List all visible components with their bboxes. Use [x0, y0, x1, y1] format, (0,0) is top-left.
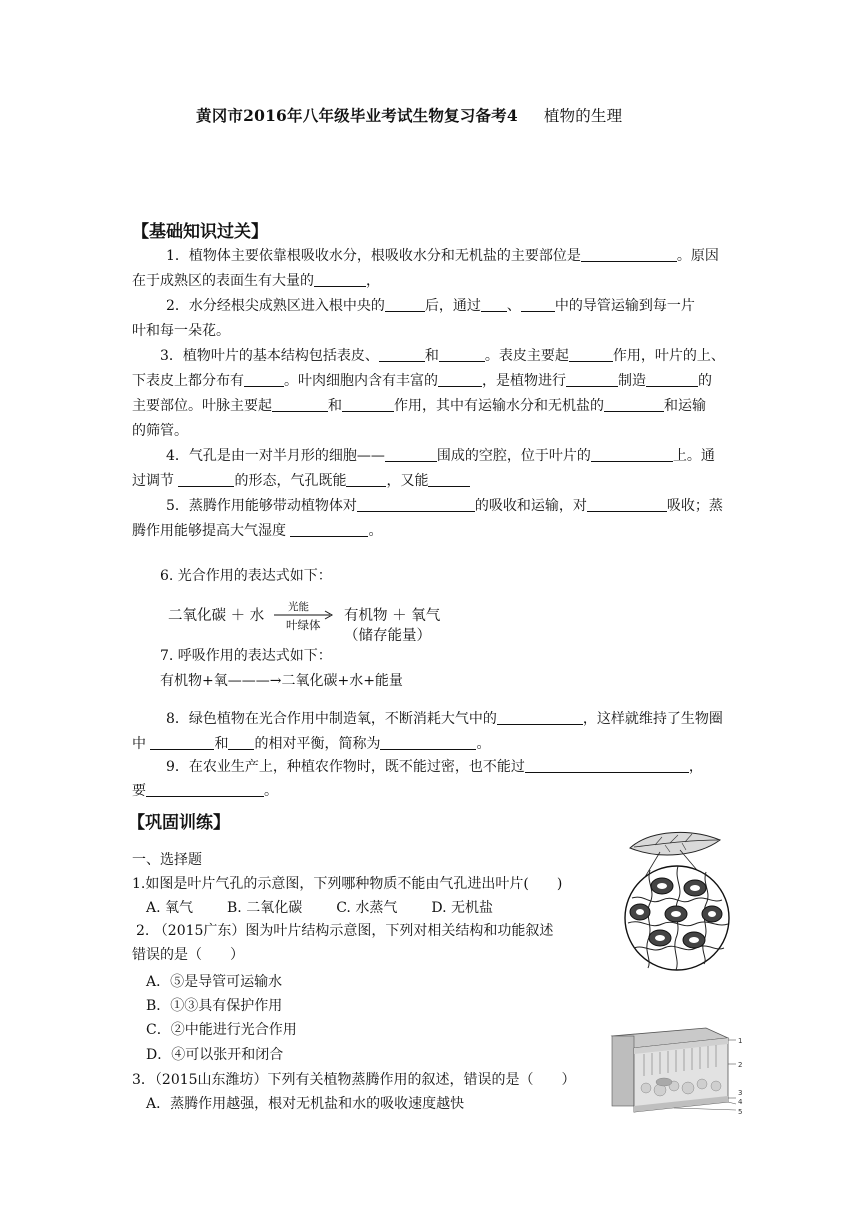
stomata-diagram-figure — [620, 828, 732, 976]
c2-option-b: B．①③具有保护作用 — [146, 998, 283, 1014]
c3-question: 3．（2015山东潍坊）下列有关植物蒸腾作用的叙述，错误的是（ ） — [132, 1072, 576, 1088]
q2-line1: 2．水分经根尖成熟区进入根中央的 后，通过 、 中的导管运输到每一片 — [166, 298, 695, 314]
section-basic-heading: 【基础知识过关】 — [132, 222, 268, 242]
q8-line1: 8．绿色植物在光合作用中制造氧，不断消耗大气中的 ，这样就维持了生物圈 — [166, 711, 723, 727]
figure-label-4: 4 — [738, 1098, 743, 1106]
c1-option-d: D. 无机盐 — [431, 900, 493, 916]
figure-label-2: 2 — [738, 1061, 743, 1069]
q5-line2: 腾作用能够提高大气湿度 。 — [132, 523, 383, 539]
page-title — [196, 104, 622, 126]
c2-option-c: C．②中能进行光合作用 — [146, 1022, 297, 1038]
c1-option-a: A. 氧气 — [146, 900, 194, 916]
c2-question-line1: 2. （2015广东）图为叶片结构示意图，下列对相关结构和功能叙述 — [136, 923, 554, 939]
c1-question: 1.如图是叶片气孔的示意图，下列哪种物质不能由气孔进出叶片( ) — [132, 876, 563, 892]
eq1-left: 二氧化碳 ＋ 水 — [168, 608, 265, 624]
eq1-condition-bottom: 叶绿体 — [286, 618, 321, 632]
q3-line3: 主要部位。叶脉主要起 和 作用，其中有运输水分和无机盐的 和运输 — [132, 398, 706, 414]
c1-option-b: B. 二氧化碳 — [227, 900, 303, 916]
c1-options — [146, 897, 493, 917]
c2-option-a: A．⑤是导管可运输水 — [146, 974, 283, 990]
c3-option-a: A．蒸腾作用越强，根对无机盐和水的吸收速度越快 — [146, 1096, 465, 1112]
q9-line1: 9．在农业生产上，种植农作物时，既不能过密，也不能过 ， — [166, 759, 703, 775]
q1-line2: 在于成熟区的表面生有大量的 ， — [132, 273, 380, 289]
choice-part-title: 一、选择题 — [132, 852, 202, 868]
q3-line1: 3．植物叶片的基本结构包括表皮、 和 。表皮主要起 作用，叶片的上、 — [160, 348, 725, 364]
figure-label-5: 5 — [738, 1108, 743, 1116]
title-main: 黄冈市2016年八年级毕业考试生物复习备考4 — [196, 106, 518, 125]
c2-question-line2: 错误的是（ ） — [132, 947, 244, 963]
eq1-condition-top: 光能 — [288, 601, 309, 613]
figure-label-1: 1 — [738, 1037, 743, 1045]
figure-label-3: 3 — [738, 1089, 743, 1097]
q3-line4: 的筛管。 — [132, 423, 188, 439]
section-training-heading: 【巩固训练】 — [128, 813, 230, 833]
c2-option-d: D．④可以张开和闭合 — [146, 1047, 284, 1063]
q2-line2: 叶和每一朵花。 — [132, 323, 230, 339]
q8-line2: 中 和 的相对平衡，简称为 。 — [132, 736, 491, 752]
eq1-right: 有机物 ＋ 氧气 — [344, 608, 441, 624]
q1-line1: 1．植物体主要依靠根吸收水分，根吸收水分和无机盐的主要部位是 。原因 — [166, 248, 719, 264]
q6-line: 6. 光合作用的表达式如下： — [160, 568, 332, 584]
q3-line2: 下表皮上都分布有 。叶肉细胞内含有丰富的 ，是植物进行 制造 的 — [132, 373, 712, 389]
q7-line: 7. 呼吸作用的表达式如下： — [160, 648, 332, 664]
q9-line2: 要 。 — [132, 783, 278, 799]
eq1-note: （储存能量） — [344, 628, 431, 644]
q5-line1: 5．蒸腾作用能够带动植物体对 的吸收和运输，对 吸收；蒸 — [166, 498, 723, 514]
c1-option-c: C. 水蒸气 — [336, 900, 398, 916]
q4-line1: 4．气孔是由一对半月形的细胞—— 围成的空腔，位于叶片的 上。通 — [166, 448, 715, 464]
title-sub: 植物的生理 — [543, 107, 623, 125]
eq2: 有机物+氧———→二氧化碳+水+能量 — [160, 673, 403, 689]
q4-line2: 过调节 的形态，气孔既能 ，又能 — [132, 470, 470, 490]
leaf-structure-figure — [604, 1024, 750, 1116]
